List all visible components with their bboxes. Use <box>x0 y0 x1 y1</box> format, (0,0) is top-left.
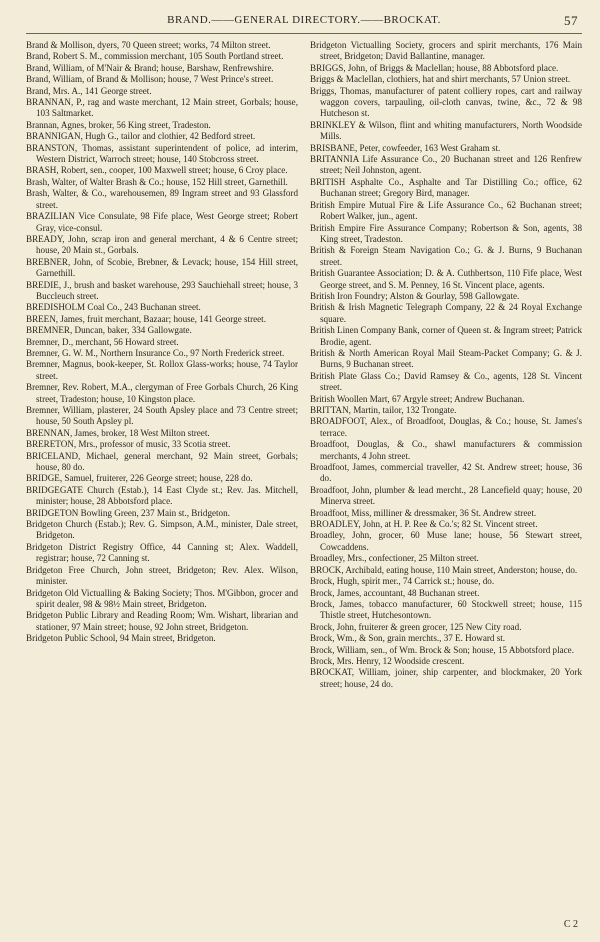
directory-entry: Broadley, John, grocer, 60 Muse lane; house, 56 Stewart street, Cowcaddens. <box>310 530 582 552</box>
directory-entry: Bremner, D., merchant, 56 Howard street. <box>26 336 179 347</box>
directory-entry: BROADLEY, John, at H. P. Ree & Co.'s; 82 St. Vincent street. <box>310 519 538 530</box>
directory-entry: British Empire Mutual Fire & Life Assurance Co., 62 Buchanan street; Robert Walker, jun., agent. <box>310 199 582 222</box>
directory-entry: Bridgeton Free Church, John street, Bridgeton; Rev. Alex. Wilson, minister. <box>26 564 298 587</box>
directory-entry: Broadfoot, James, commercial traveller, 42 St. Andrew street; house, 36 do. <box>310 462 582 484</box>
directory-entry: Brock, Hugh, spirit mer., 74 Carrick st.; house, do. <box>310 576 495 587</box>
directory-entry: BROCK, Archibald, eating house, 110 Main street, Anderston; house, do. <box>310 564 578 575</box>
right-column <box>310 40 582 936</box>
header-right: BROCKAT. <box>383 14 441 26</box>
header-middle: GENERAL DIRECTORY. <box>234 14 361 26</box>
directory-entry: BROCKAT, William, joiner, ship carpenter, and blockmaker, 20 York street; house, 24 do. <box>310 667 582 689</box>
directory-entry: Brand, William, of Brand & Mollison; house, 7 West Prince's street. <box>26 74 274 85</box>
directory-entry: BREDISHOLM Coal Co., 243 Buchanan street. <box>26 302 201 313</box>
directory-entry: BRIDGETON Bowling Green, 237 Main st., Bridgeton. <box>26 507 230 518</box>
directory-entry: Brock, James, accountant, 48 Buchanan street. <box>310 587 480 598</box>
directory-entry: Bridgeton Church (Estab.); Rev. G. Simpson, A.M., minister, Dale street, Bridgeton. <box>26 519 298 541</box>
directory-entry: BRITISH Asphalte Co., Asphalte and Tar Distilling Co.; office, 62 Buchanan street; Gregory Bird, manager. <box>310 176 582 199</box>
directory-entry: Bridgeton District Registry Office, 44 Canning st; Alex. Waddell, registrar; house, 72 Canning st. <box>26 541 298 564</box>
directory-entry: BRANNIGAN, Hugh G., tailor and clothier, 42 Bedford street. <box>26 131 256 142</box>
directory-entry: Brock, Wm., & Son, grain merchts., 37 E. Howard st. <box>310 633 506 644</box>
directory-entry: British Woollen Mart, 67 Argyle street; Andrew Buchanan. <box>310 393 525 404</box>
directory-entry: British Iron Foundry; Alston & Gourlay, 598 Gallowgate. <box>310 290 520 301</box>
directory-entry: Brannan, Agnes, broker, 56 King street, Tradeston. <box>26 119 211 130</box>
directory-entry: British Plate Glass Co.; David Ramsey & Co., agents, 128 St. Vincent street. <box>310 370 582 393</box>
header-sep-1: —— <box>211 14 235 26</box>
directory-entry: Briggs, Thomas, manufacturer of patent colliery ropes, cart and railway waggon covers, tarpauling, oil-cloth canvas, twine, &c., 72 & 98 Hutcheson st. <box>310 85 582 119</box>
directory-entry: BREDIE, J., brush and basket warehouse, 293 Sauchiehall street; house, 3 Buccleuch street. <box>26 279 298 301</box>
directory-entry: BRAZILIAN Vice Consulate, 98 Fife place, West George street; Robert Gray, vice-consul. <box>26 211 298 233</box>
running-header <box>26 14 582 32</box>
directory-entry: Bremner, G. W. M., Northern Insurance Co., 97 North Frederick street. <box>26 347 285 358</box>
directory-entry: BRANSTON, Thomas, assistant superintendent of police, ad interim, Western District, Warroch street; house, 140 Stobcross street. <box>26 142 298 165</box>
directory-entry: Bremner, Magnus, book-keeper, St. Rollox Glass-works; house, 74 Taylor street. <box>26 359 298 381</box>
directory-entry: Bremner, William, plasterer, 24 South Apsley place and 73 Centre street; house, 50 South Apsley pl. <box>26 405 298 427</box>
directory-entry: BRANNAN, P., rag and waste merchant, 12 Main street, Gorbals; house, 103 Saltmarket. <box>26 97 298 119</box>
directory-entry: Broadfoot, John, plumber & lead mercht., 28 Lancefield quay; house, 20 Minerva street. <box>310 484 582 507</box>
directory-entry: Briggs & Maclellan, clothiers, hat and shirt merchants, 57 Union street. <box>310 74 571 85</box>
directory-entry: BREBNER, John, of Scobie, Brebner, & Levack; house, 154 Hill street, Garnethill. <box>26 256 298 279</box>
directory-entry: Bremner, Rev. Robert, M.A., clergyman of Free Gorbals Church, 26 King street, Tradeston; house, 10 Kingston place. <box>26 382 298 404</box>
directory-entry: BREMNER, Duncan, baker, 334 Gallowgate. <box>26 325 192 336</box>
directory-entry: Bridgeton Public School, 94 Main street, Bridgeton. <box>26 633 216 644</box>
directory-entry: BREEN, James, fruit merchant, Bazaar; house, 141 George street. <box>26 313 266 324</box>
directory-entry: Brock, William, sen., of Wm. Brock & Son; house, 15 Abbotsford place. <box>310 644 574 655</box>
directory-entry: British Linen Company Bank, corner of Queen st. & Ingram street; Patrick Brodie, agent. <box>310 325 582 347</box>
directory-entry: Bridgeton Victualling Society, grocers and spirit merchants, 176 Main street, Bridgeton; David Ballantine, manager. <box>310 40 582 62</box>
directory-entry: BRISBANE, Peter, cowfeeder, 163 West Graham st. <box>310 142 501 153</box>
directory-entry: Broadfoot, Miss, milliner & dressmaker, 36 St. Andrew street. <box>310 507 537 518</box>
header-rule <box>26 33 582 34</box>
directory-entry: British & Foreign Steam Navigation Co.; G. & J. Burns, 9 Buchanan street. <box>310 245 582 267</box>
directory-entry: Brock, James, tobacco manufacturer, 60 Stockwell street; house, 115 Thistle street, Hutchesontown. <box>310 598 582 621</box>
directory-entry: Brand, William, of M'Nair & Brand; house, Barshaw, Renfrewshire. <box>26 62 274 73</box>
directory-entry: British Guarantee Association; D. & A. Cuthbertson, 110 Fife place, West George street, and S. M. Penney, 16 St. Vincent place, agents. <box>310 268 582 290</box>
page-number: 57 <box>564 13 578 28</box>
directory-entry: BRENNAN, James, broker, 18 West Milton street. <box>26 427 210 438</box>
directory-entry: Brash, Walter, of Walter Brash & Co.; house, 152 Hill street, Garnethill. <box>26 176 288 187</box>
directory-entry: British & Irish Magnetic Telegraph Company, 22 & 24 Royal Exchange square. <box>310 302 582 324</box>
header-sep-2: —— <box>360 14 384 26</box>
directory-entry: BRIDGEGATE Church (Estab.), 14 East Clyde st.; Rev. Jas. Mitchell, minister; house, 28 Abbotsford place. <box>26 484 298 507</box>
directory-entry: British Empire Fire Assurance Company; Robertson & Son, agents, 38 King street, Tradeston. <box>310 222 582 244</box>
directory-entry: BRINKLEY & Wilson, flint and whiting manufacturers, North Woodside Mills. <box>310 119 582 142</box>
directory-entry: BRICELAND, Michael, general merchant, 92 Main street, Gorbals; house, 80 do. <box>26 450 298 473</box>
directory-entry: Broadley, Mrs., confectioner, 25 Milton street. <box>310 553 479 564</box>
header-left: BRAND. <box>167 14 212 26</box>
directory-entry: BRITANNIA Life Assurance Co., 20 Buchanan street and 126 Renfrew street; Neil Johnston, agent. <box>310 154 582 176</box>
directory-entry: Brand, Robert S. M., commission merchant, 105 South Portland street. <box>26 51 284 62</box>
directory-entry: Brash, Walter, & Co., warehousemen, 89 Ingram street and 93 Glassford street. <box>26 188 298 210</box>
directory-entry: Brand & Mollison, dyers, 70 Queen street; works, 74 Milton street. <box>26 40 271 50</box>
directory-entry: Brock, Mrs. Henry, 12 Woodside crescent. <box>310 655 465 666</box>
directory-entry: Brand, Mrs. A., 141 George street. <box>26 85 152 96</box>
directory-entry: BRERETON, Mrs., professor of music, 33 Scotia street. <box>26 439 231 450</box>
directory-entry: Brock, John, fruiterer & green grocer, 125 New City road. <box>310 621 522 632</box>
directory-entry: BRITTAN, Martin, tailor, 132 Trongate. <box>310 405 457 415</box>
signature-mark: C 2 <box>563 919 578 930</box>
directory-entry: Bridgeton Public Library and Reading Room; Wm. Wishart, librarian and stationer, 97 Main street; house, 92 John street, Bridgeton. <box>26 610 298 632</box>
directory-entry: Bridgeton Old Victualling & Baking Society; Thos. M'Gibbon, grocer and spirit dealer, 98 & 98½ Main street, Bridgeton. <box>26 587 298 609</box>
directory-entry: BREADY, John, scrap iron and general merchant, 4 & 6 Centre street; house, 20 Main st., Gorbals. <box>26 233 298 256</box>
directory-entry: BROADFOOT, Alex., of Broadfoot, Douglas, & Co.; house, St. James's terrace. <box>310 416 582 438</box>
columns <box>26 40 582 936</box>
directory-entry: Broadfoot, Douglas, & Co., shawl manufacturers & commission merchants, 4 John street. <box>310 439 582 461</box>
left-column <box>26 40 298 936</box>
directory-entry: BRIDGE, Samuel, fruiterer, 226 George street; house, 228 do. <box>26 473 253 484</box>
directory-entry: BRIGGS, John, of Briggs & Maclellan; house, 88 Abbotsford place. <box>310 62 559 73</box>
directory-entry: British & North American Royal Mail Steam-Packet Company; G. & J. Burns, 9 Buchanan street. <box>310 347 582 370</box>
directory-entry: BRASH, Robert, sen., cooper, 100 Maxwell street; house, 6 Croy place. <box>26 165 288 176</box>
